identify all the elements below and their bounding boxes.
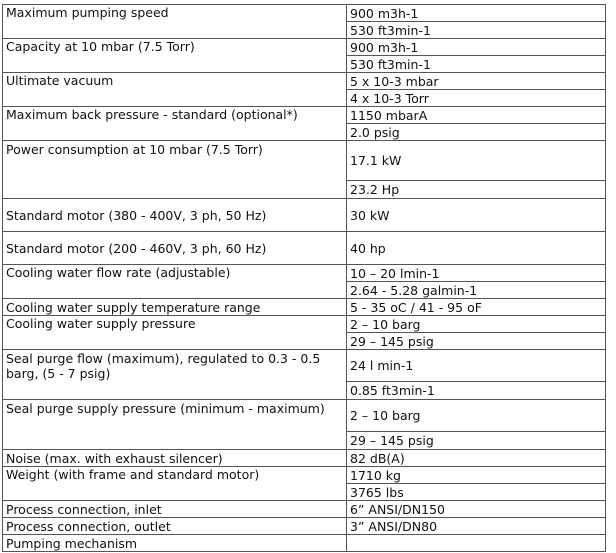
value-cell: 29 – 145 psig — [347, 432, 606, 450]
table-row — [3, 400, 606, 432]
param-cell: Maximum pumping speed — [3, 5, 347, 39]
param-cell: Standard motor (200 - 460V, 3 ph, 60 Hz) — [3, 232, 347, 265]
value-cell: 29 – 145 psig — [347, 333, 606, 350]
param-cell: Cooling water supply temperature range — [3, 299, 347, 316]
value-cell: 3” ANSI/DN80 — [347, 518, 606, 535]
value-cell: 4 x 10-3 Torr — [347, 90, 606, 107]
table-row — [3, 350, 606, 382]
table-row — [3, 316, 606, 333]
param-cell: Pumping mechanism — [3, 535, 347, 552]
table-row — [3, 232, 606, 265]
param-cell: Process connection, inlet — [3, 501, 347, 518]
table-row — [3, 73, 606, 90]
value-cell: 1150 mbarA — [347, 107, 606, 124]
value-cell: 3765 lbs — [347, 484, 606, 501]
param-cell: Cooling water flow rate (adjustable) — [3, 265, 347, 299]
param-cell: Maximum back pressure - standard (optional*) — [3, 107, 347, 141]
value-cell: 24 l min-1 — [347, 350, 606, 382]
value-cell: 10 – 20 lmin-1 — [347, 265, 606, 282]
table-row — [3, 265, 606, 282]
table-row — [3, 199, 606, 232]
table-row — [3, 107, 606, 124]
value-cell: 6” ANSI/DN150 — [347, 501, 606, 518]
param-cell: Seal purge supply pressure (minimum - maximum) — [3, 400, 347, 450]
param-cell: Ultimate vacuum — [3, 73, 347, 107]
param-cell: Noise (max. with exhaust silencer) — [3, 450, 347, 467]
table-row — [3, 299, 606, 316]
value-cell: 2 – 10 barg — [347, 400, 606, 432]
table-row — [3, 450, 606, 467]
value-cell: 900 m3h-1 — [347, 5, 606, 22]
table-row — [3, 501, 606, 518]
value-cell: 530 ft3min-1 — [347, 56, 606, 73]
table-row — [3, 518, 606, 535]
table-row — [3, 141, 606, 181]
value-cell: 1710 kg — [347, 467, 606, 484]
table-row — [3, 39, 606, 56]
value-cell: 30 kW — [347, 199, 606, 232]
value-cell: 40 hp — [347, 232, 606, 265]
param-cell: Power consumption at 10 mbar (7.5 Torr) — [3, 141, 347, 199]
value-cell: 17.1 kW — [347, 141, 606, 181]
param-cell: Capacity at 10 mbar (7.5 Torr) — [3, 39, 347, 73]
value-cell: 2.64 - 5.28 galmin-1 — [347, 282, 606, 299]
table-row — [3, 535, 606, 552]
param-cell: Seal purge flow (maximum), regulated to 0.3 - 0.5 barg, (5 - 7 psig) — [3, 350, 347, 400]
value-cell: 82 dB(A) — [347, 450, 606, 467]
value-cell: 23.2 Hp — [347, 181, 606, 199]
value-cell — [347, 535, 606, 552]
table-row — [3, 467, 606, 484]
table-row — [3, 5, 606, 22]
param-cell: Cooling water supply pressure — [3, 316, 347, 350]
value-cell: 530 ft3min-1 — [347, 22, 606, 39]
value-cell: 5 x 10-3 mbar — [347, 73, 606, 90]
value-cell: 0.85 ft3min-1 — [347, 382, 606, 400]
param-cell: Process connection, outlet — [3, 518, 347, 535]
param-cell: Standard motor (380 - 400V, 3 ph, 50 Hz) — [3, 199, 347, 232]
value-cell: 5 - 35 oC / 41 - 95 oF — [347, 299, 606, 316]
value-cell: 900 m3h-1 — [347, 39, 606, 56]
spec-table-container — [2, 4, 606, 552]
spec-table — [2, 4, 606, 552]
value-cell: 2 – 10 barg — [347, 316, 606, 333]
value-cell: 2.0 psig — [347, 124, 606, 141]
param-cell: Weight (with frame and standard motor) — [3, 467, 347, 501]
